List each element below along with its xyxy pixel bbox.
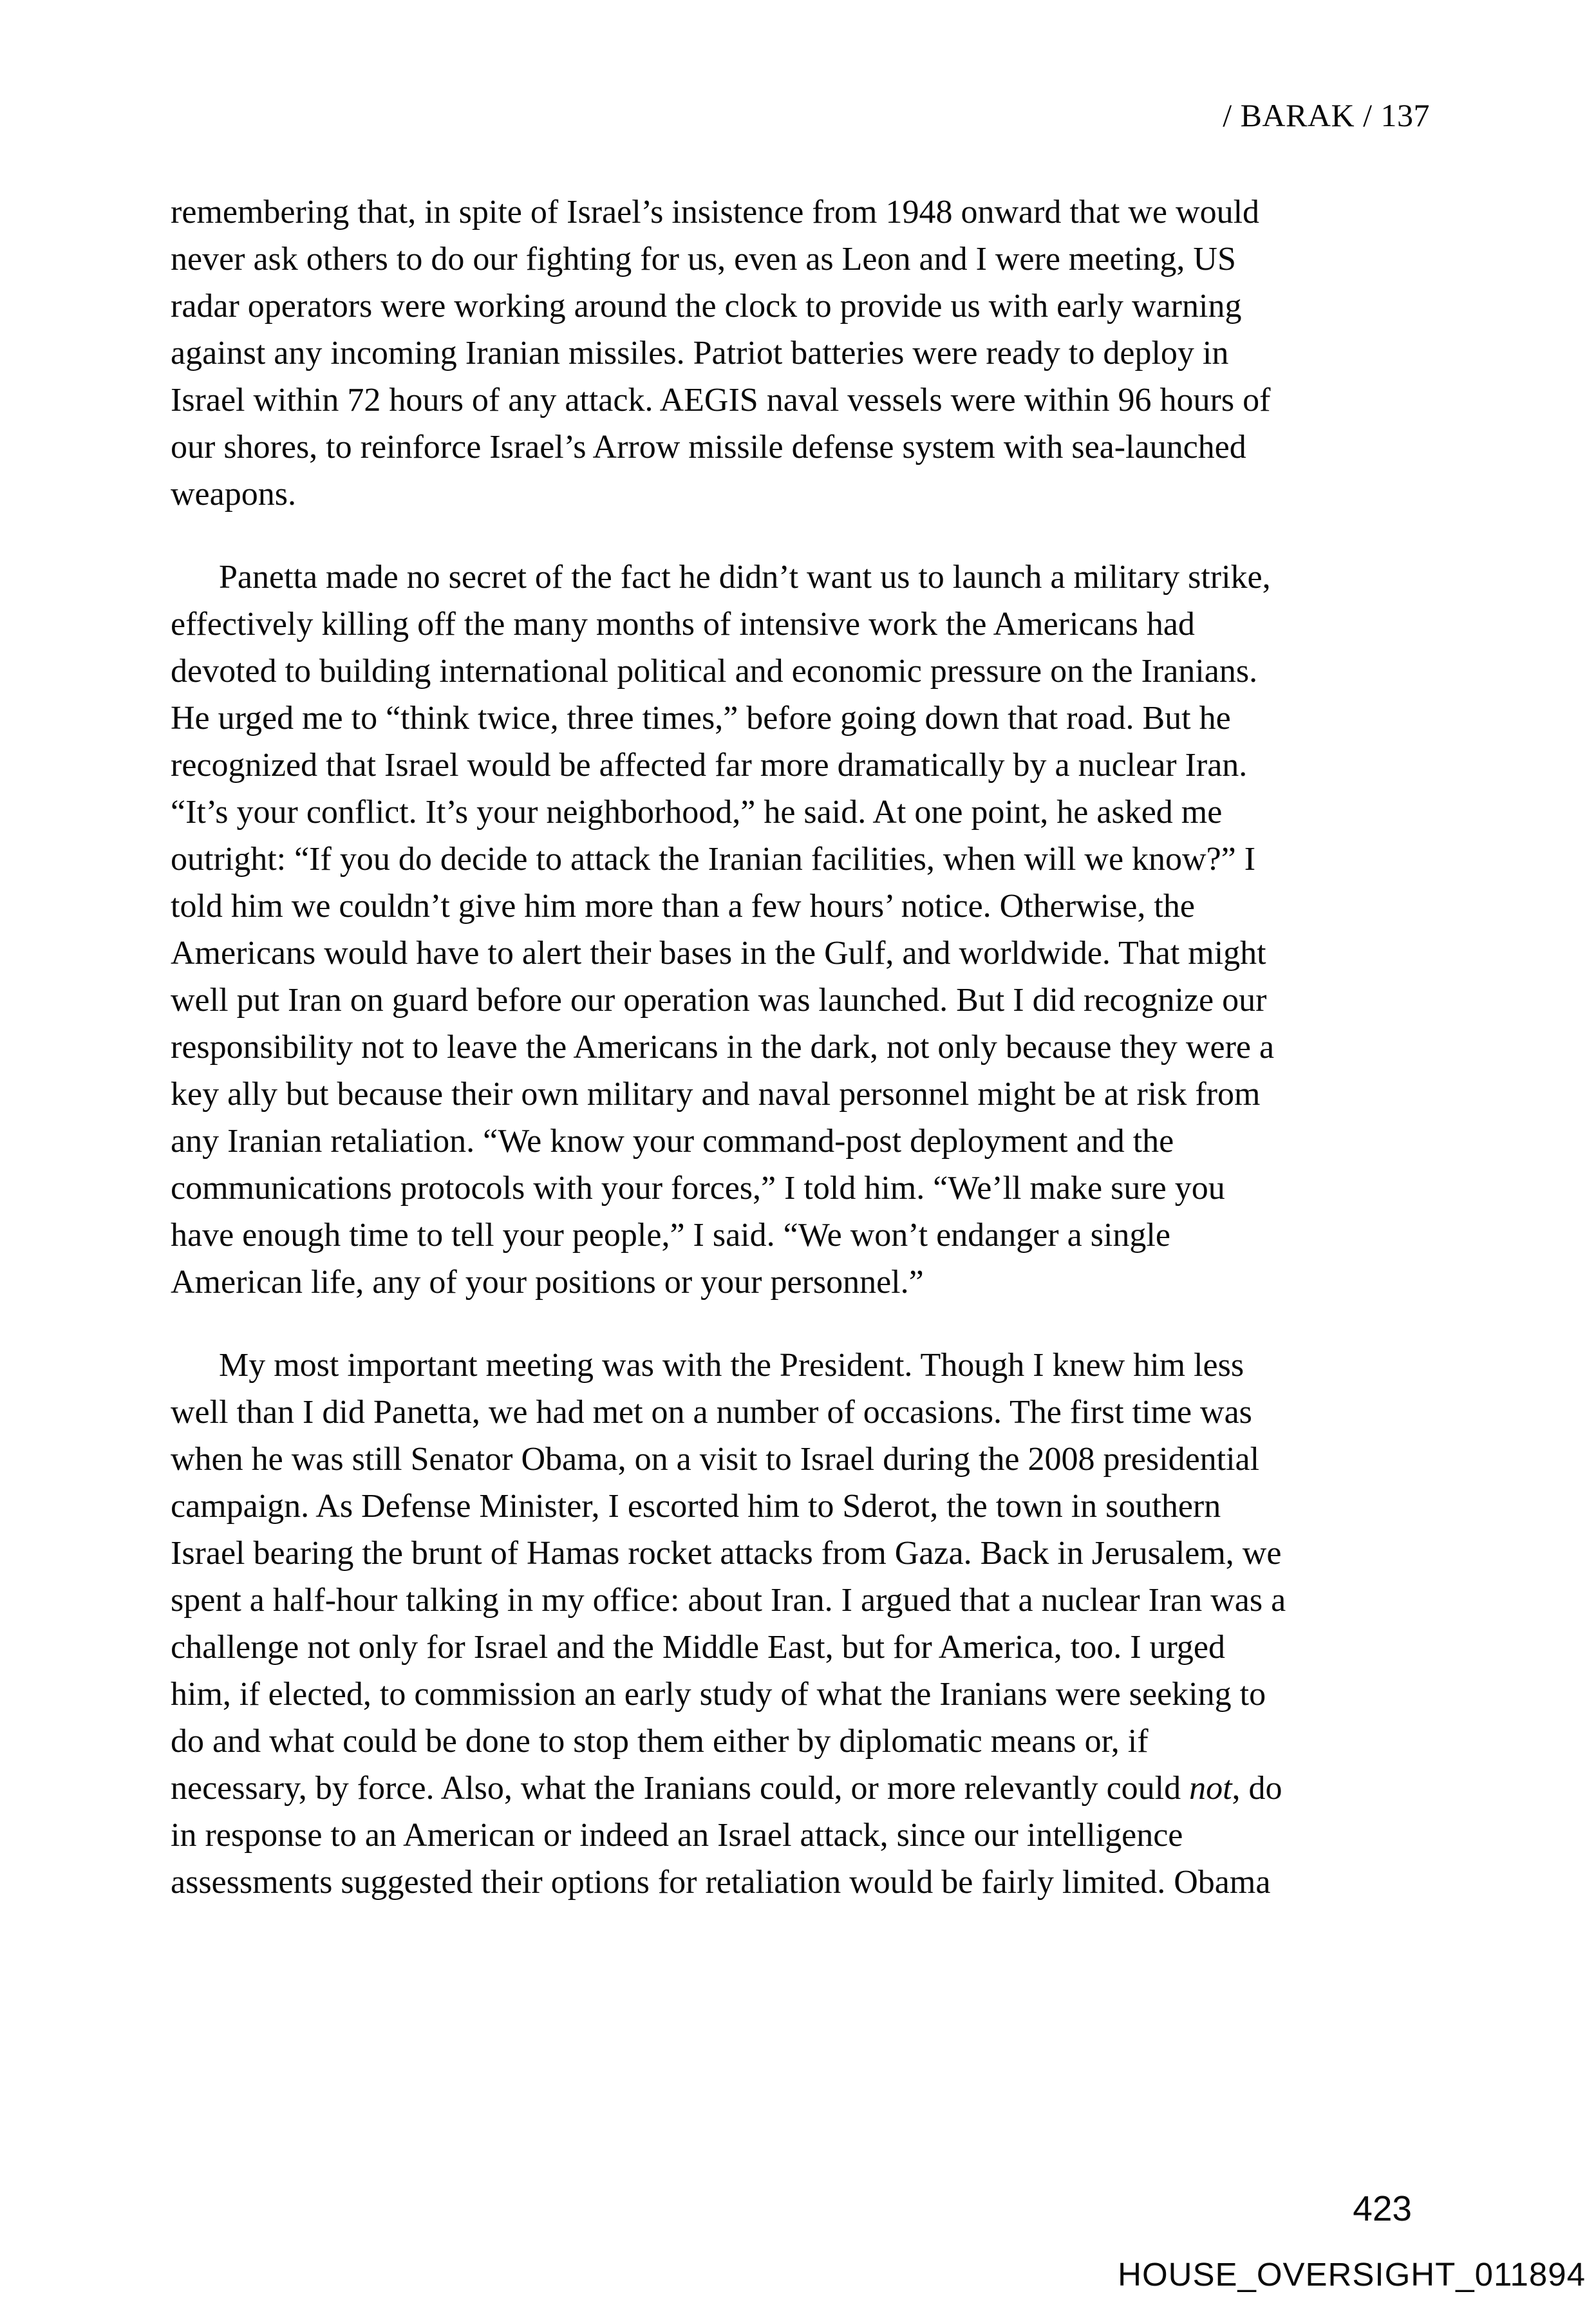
text-run: against any incoming Iranian missiles. Patriot batteries were ready to deploy in: [171, 335, 1229, 371]
text-run: Americans would have to alert their bases in the Gulf, and worldwide. That might: [171, 935, 1266, 972]
text-run: key ally but because their own military and naval personnel might be at risk from: [171, 1076, 1261, 1113]
body-text: [171, 189, 1497, 1942]
text-run: do and what could be done to stop them either by diplomatic means or, if: [171, 1723, 1149, 1760]
paragraph: [171, 1342, 1497, 1906]
text-run: spent a half-hour talking in my office: about Iran. I argued that a nuclear Iran was a: [171, 1582, 1286, 1619]
text-run: American life, any of your positions or your personnel.”: [171, 1264, 924, 1301]
text-run: challenge not only for Israel and the Middle East, but for America, too. I urged: [171, 1629, 1225, 1666]
text-run: outright: “If you do decide to attack the Iranian facilities, when will we know?” I: [171, 841, 1256, 878]
text-run: recognized that Israel would be affected far more dramatically by a nuclear Iran.: [171, 747, 1248, 784]
text-run: never ask others to do our fighting for us, even as Leon and I were meeting, US: [171, 241, 1236, 277]
text-run: assessments suggested their options for retaliation would be fairly limited. Obama: [171, 1864, 1271, 1901]
text-run: have enough time to tell your people,” I said. “We won’t endanger a single: [171, 1217, 1170, 1254]
emphasized-text: not: [1189, 1770, 1232, 1807]
text-run: any Iranian retaliation. “We know your command-post deployment and the: [171, 1123, 1174, 1160]
text-run: , do: [1232, 1770, 1282, 1807]
text-run: remembering that, in spite of Israel’s insistence from 1948 onward that we would: [171, 194, 1260, 230]
text-run: campaign. As Defense Minister, I escorted him to Sderot, the town in southern: [171, 1488, 1221, 1525]
text-run: well put Iran on guard before our operation was launched. But I did recognize our: [171, 982, 1267, 1019]
text-run: communications protocols with your forces,” I told him. “We’ll make sure you: [171, 1170, 1225, 1207]
text-run: Israel bearing the brunt of Hamas rocket attacks from Gaza. Back in Jerusalem, we: [171, 1535, 1282, 1572]
page-number: 423: [1353, 2188, 1412, 2228]
text-run: Panetta made no secret of the fact he didn’t want us to launch a military strike,: [219, 559, 1271, 596]
paragraph: [171, 189, 1497, 518]
text-run: effectively killing off the many months of intensive work the Americans had: [171, 606, 1195, 643]
text-run: Israel within 72 hours of any attack. AEGIS naval vessels were within 96 hours of: [171, 382, 1271, 418]
text-run: our shores, to reinforce Israel’s Arrow missile defense system with sea-launched: [171, 429, 1246, 465]
text-run: him, if elected, to commission an early study of what the Iranians were seeking to: [171, 1676, 1266, 1713]
text-run: when he was still Senator Obama, on a visit to Israel during the 2008 presidential: [171, 1441, 1260, 1478]
text-run: radar operators were working around the clock to provide us with early warning: [171, 288, 1242, 324]
paragraph: [171, 554, 1497, 1306]
bates-stamp: HOUSE_OVERSIGHT_011894: [1118, 2256, 1586, 2293]
text-run: in response to an American or indeed an Israel attack, since our intelligence: [171, 1817, 1183, 1854]
text-run: He urged me to “think twice, three times,” before going down that road. But he: [171, 700, 1231, 737]
text-run: well than I did Panetta, we had met on a number of occasions. The first time was: [171, 1394, 1252, 1431]
text-run: told him we couldn’t give him more than a few hours’ notice. Otherwise, the: [171, 888, 1195, 925]
running-header: / BARAK / 137: [1223, 97, 1430, 133]
text-run: responsibility not to leave the Americans in the dark, not only because they were a: [171, 1029, 1275, 1066]
text-run: My most important meeting was with the President. Though I knew him less: [219, 1347, 1244, 1384]
text-run: devoted to building international political and economic pressure on the Iranians.: [171, 653, 1258, 690]
text-run: “It’s your conflict. It’s your neighborhood,” he said. At one point, he asked me: [171, 794, 1223, 831]
text-run: necessary, by force. Also, what the Iranians could, or more relevantly could: [171, 1770, 1190, 1807]
text-run: weapons.: [171, 476, 296, 512]
